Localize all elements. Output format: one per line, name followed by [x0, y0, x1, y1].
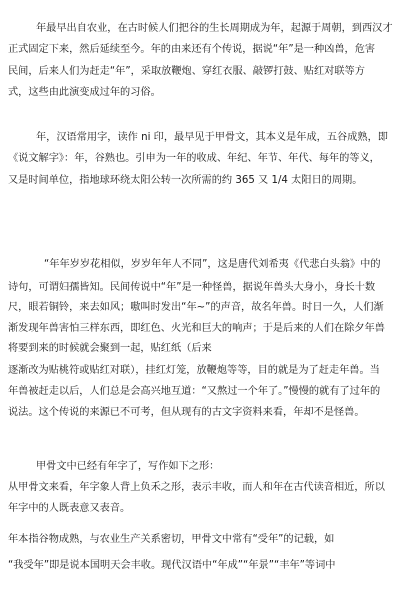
paragraph-line: 年兽被赶走以后，人们总是会高兴地互道：“又熬过一个年了。”慢慢的就有了过年的 — [8, 386, 381, 397]
paragraph-line: 诗句，可谓妇孺皆知。民间传说中“年”是一种怪兽，据说年兽头大身小，身长十数 — [8, 282, 376, 293]
paragraph-line: “年年岁岁花相似，岁岁年年人不同”，这是唐代刘希夷《代悲白头翁》中的 — [44, 259, 381, 270]
paragraph-line: 尺，眼若铜铃，来去如风；嗷叫时发出“年~”的声音，故名年兽。时日一久，人们渐 — [8, 302, 384, 313]
paragraph-line: 年字中的人既表意又表音。 — [8, 503, 131, 514]
paragraph-line: 从甲骨文来看，年字象人背上负禾之形，表示丰收，而人和年在古代读音相近，所以 — [8, 482, 385, 493]
paragraph-line: 年本指谷物成熟，与农业生产关系密切，甲骨文中常有“受年”的记载，如 — [8, 534, 335, 545]
paragraph-line: 将要到来的时候就会聚到一起，贴红纸（后来 — [8, 343, 212, 354]
paragraph-line: 民间，后来人们为赶走“年”，采取放鞭炮、穿红衣服、敲锣打鼓、贴红对联等方 — [8, 66, 365, 77]
paragraph-line: 逐渐改为贴桃符或贴红对联），挂红灯笼，放鞭炮等等，目的就是为了赶走年兽。当 — [8, 365, 380, 376]
paragraph-line: 年，汉语常用字，读作 ni 印，最早见于甲骨文，其本义是年成，五谷成熟，即 — [36, 132, 388, 143]
paragraph-line: 《说文解字》：年，谷熟也。引申为一年的收成、年纪、年节、年代、每年的等义， — [8, 153, 380, 164]
paragraph-line: 渐发现年兽害怕三样东西，即红色、火光和巨大的响声；于是后来的人们在除夕年兽 — [8, 323, 385, 334]
paragraph-line: 又是时间单位，指地球环绕太阳公转一次所需的约 365 又 1/4 太阳日的周期。 — [8, 175, 363, 186]
paragraph-line: “我受年”即是说本国明天会丰收。现代汉语中“年成”“年景”“丰年”等词中 — [8, 560, 336, 571]
paragraph-line: 甲骨文中已经有年字了，写作如下之形： — [36, 461, 220, 472]
paragraph-line: 年最早出自农业，在古时候人们把谷的生长周期成为年，起源于周朝，到西汉才 — [36, 23, 393, 34]
paragraph-line: 正式固定下来，然后延续至今。年的由来还有个传说，据说“年”是一种凶兽，危害 — [8, 44, 376, 55]
paragraph-line: 说法。这个传说的来源已不可考，但从现有的古文字资料来看，年却不是怪兽。 — [8, 407, 365, 418]
paragraph-line: 式，这些由此演变成过年的习俗。 — [8, 87, 161, 98]
